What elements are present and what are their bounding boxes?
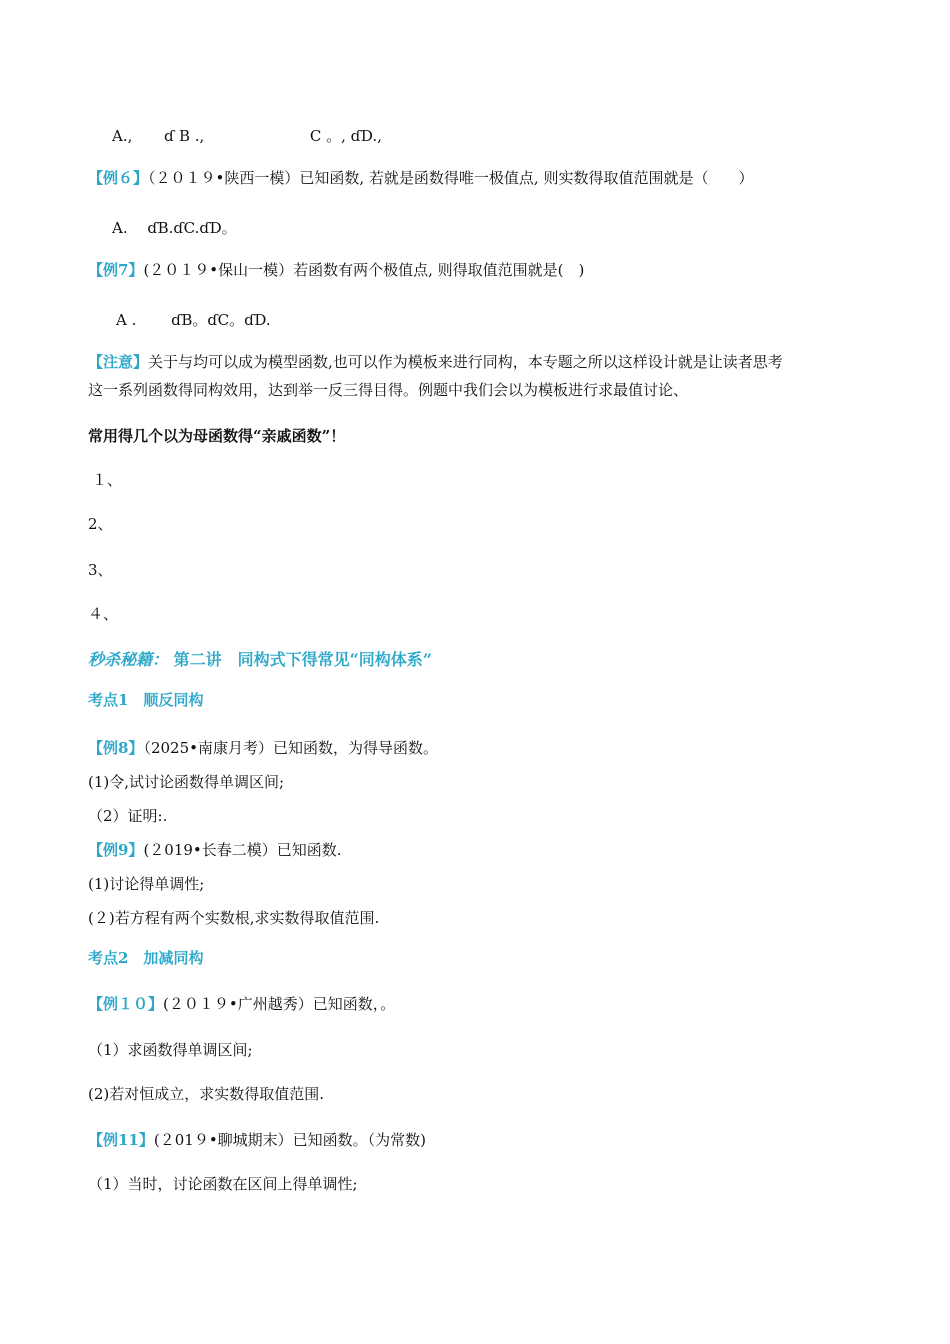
topic-heading-1: 考点1 顺反同构	[88, 691, 204, 709]
example-11	[88, 1130, 426, 1150]
option-a: A.,	[112, 127, 133, 145]
list-item-2: 2、	[88, 515, 113, 533]
example-tag: 【例６】	[88, 169, 149, 187]
note-paragraph-cont: 这一系列函数得同构效用，达到举一反三得目得。例题中我们会以为模板进行求最值讨论、	[88, 381, 689, 399]
example-tag: 【例9】	[88, 841, 144, 859]
option-cd: C 。, ɗD.,	[309, 127, 382, 145]
example-6	[88, 168, 753, 188]
example-7	[88, 260, 584, 280]
option-b: ɗ B .,	[163, 127, 205, 145]
example-8	[88, 738, 438, 758]
question-part: （1）当时，讨论函数在区间上得单调性;	[88, 1175, 358, 1193]
example-text: （２０１９•陕西一模）已知函数, 若就是函数得唯一极值点, 则实数得取值范围就是（ ）	[148, 169, 754, 187]
example-text: （2025•南康月考）已知函数，为得导函数。	[143, 739, 438, 757]
example-10	[88, 994, 395, 1014]
list-item-1: １、	[92, 471, 123, 489]
example-tag: 【例11】	[88, 1131, 154, 1149]
example-9	[88, 840, 342, 860]
list-item-4: ４、	[88, 605, 119, 623]
options-line-2: A. ɗB.ɗC.ɗD。	[112, 219, 237, 237]
example-tag: 【例１０】	[88, 995, 164, 1013]
question-part: (1)令,试讨论函数得单调区间;	[88, 773, 285, 791]
options-line-1	[112, 126, 382, 146]
question-part: （1）求函数得单调区间;	[88, 1041, 253, 1059]
example-text: (２01９•聊城期末）已知函数。（为常数)	[153, 1131, 427, 1149]
question-part: (２)若方程有两个实数根,求实数得取值范围.	[88, 909, 380, 927]
example-tag: 【例8】	[88, 739, 144, 757]
heading-prefix: 秒杀秘籍：	[88, 650, 169, 669]
section-heading	[88, 650, 432, 670]
example-tag: 【例7】	[88, 261, 144, 279]
example-text: (２０１９•保山一模）若函数有两个极值点, 则得取值范围就是( )	[143, 261, 585, 279]
question-part: (1)讨论得单调性;	[88, 875, 205, 893]
note-text: 关于与均可以成为模型函数,也可以作为模板来进行同构，本专题之所以这样设计就是让读者思考	[148, 353, 783, 371]
question-part: （2）证明:.	[88, 807, 168, 825]
note-paragraph	[88, 352, 783, 372]
section-intro: 常用得几个以为母函数得“亲戚函数”！	[88, 427, 346, 445]
list-item-3: 3、	[88, 561, 113, 579]
heading-title: 第二讲 同构式下得常见“同构体系”	[173, 650, 433, 669]
options-line-3: A . ɗB。ɗC。ɗD.	[116, 311, 271, 329]
example-text: (２019•长春二模）已知函数.	[143, 841, 342, 859]
topic-heading-2: 考点2 加减同构	[88, 949, 204, 967]
question-part: (2)若对恒成立，求实数得取值范围.	[88, 1085, 325, 1103]
example-text: (２０１９•广州越秀）已知函数，。	[163, 995, 396, 1013]
note-tag: 【注意】	[88, 353, 149, 371]
